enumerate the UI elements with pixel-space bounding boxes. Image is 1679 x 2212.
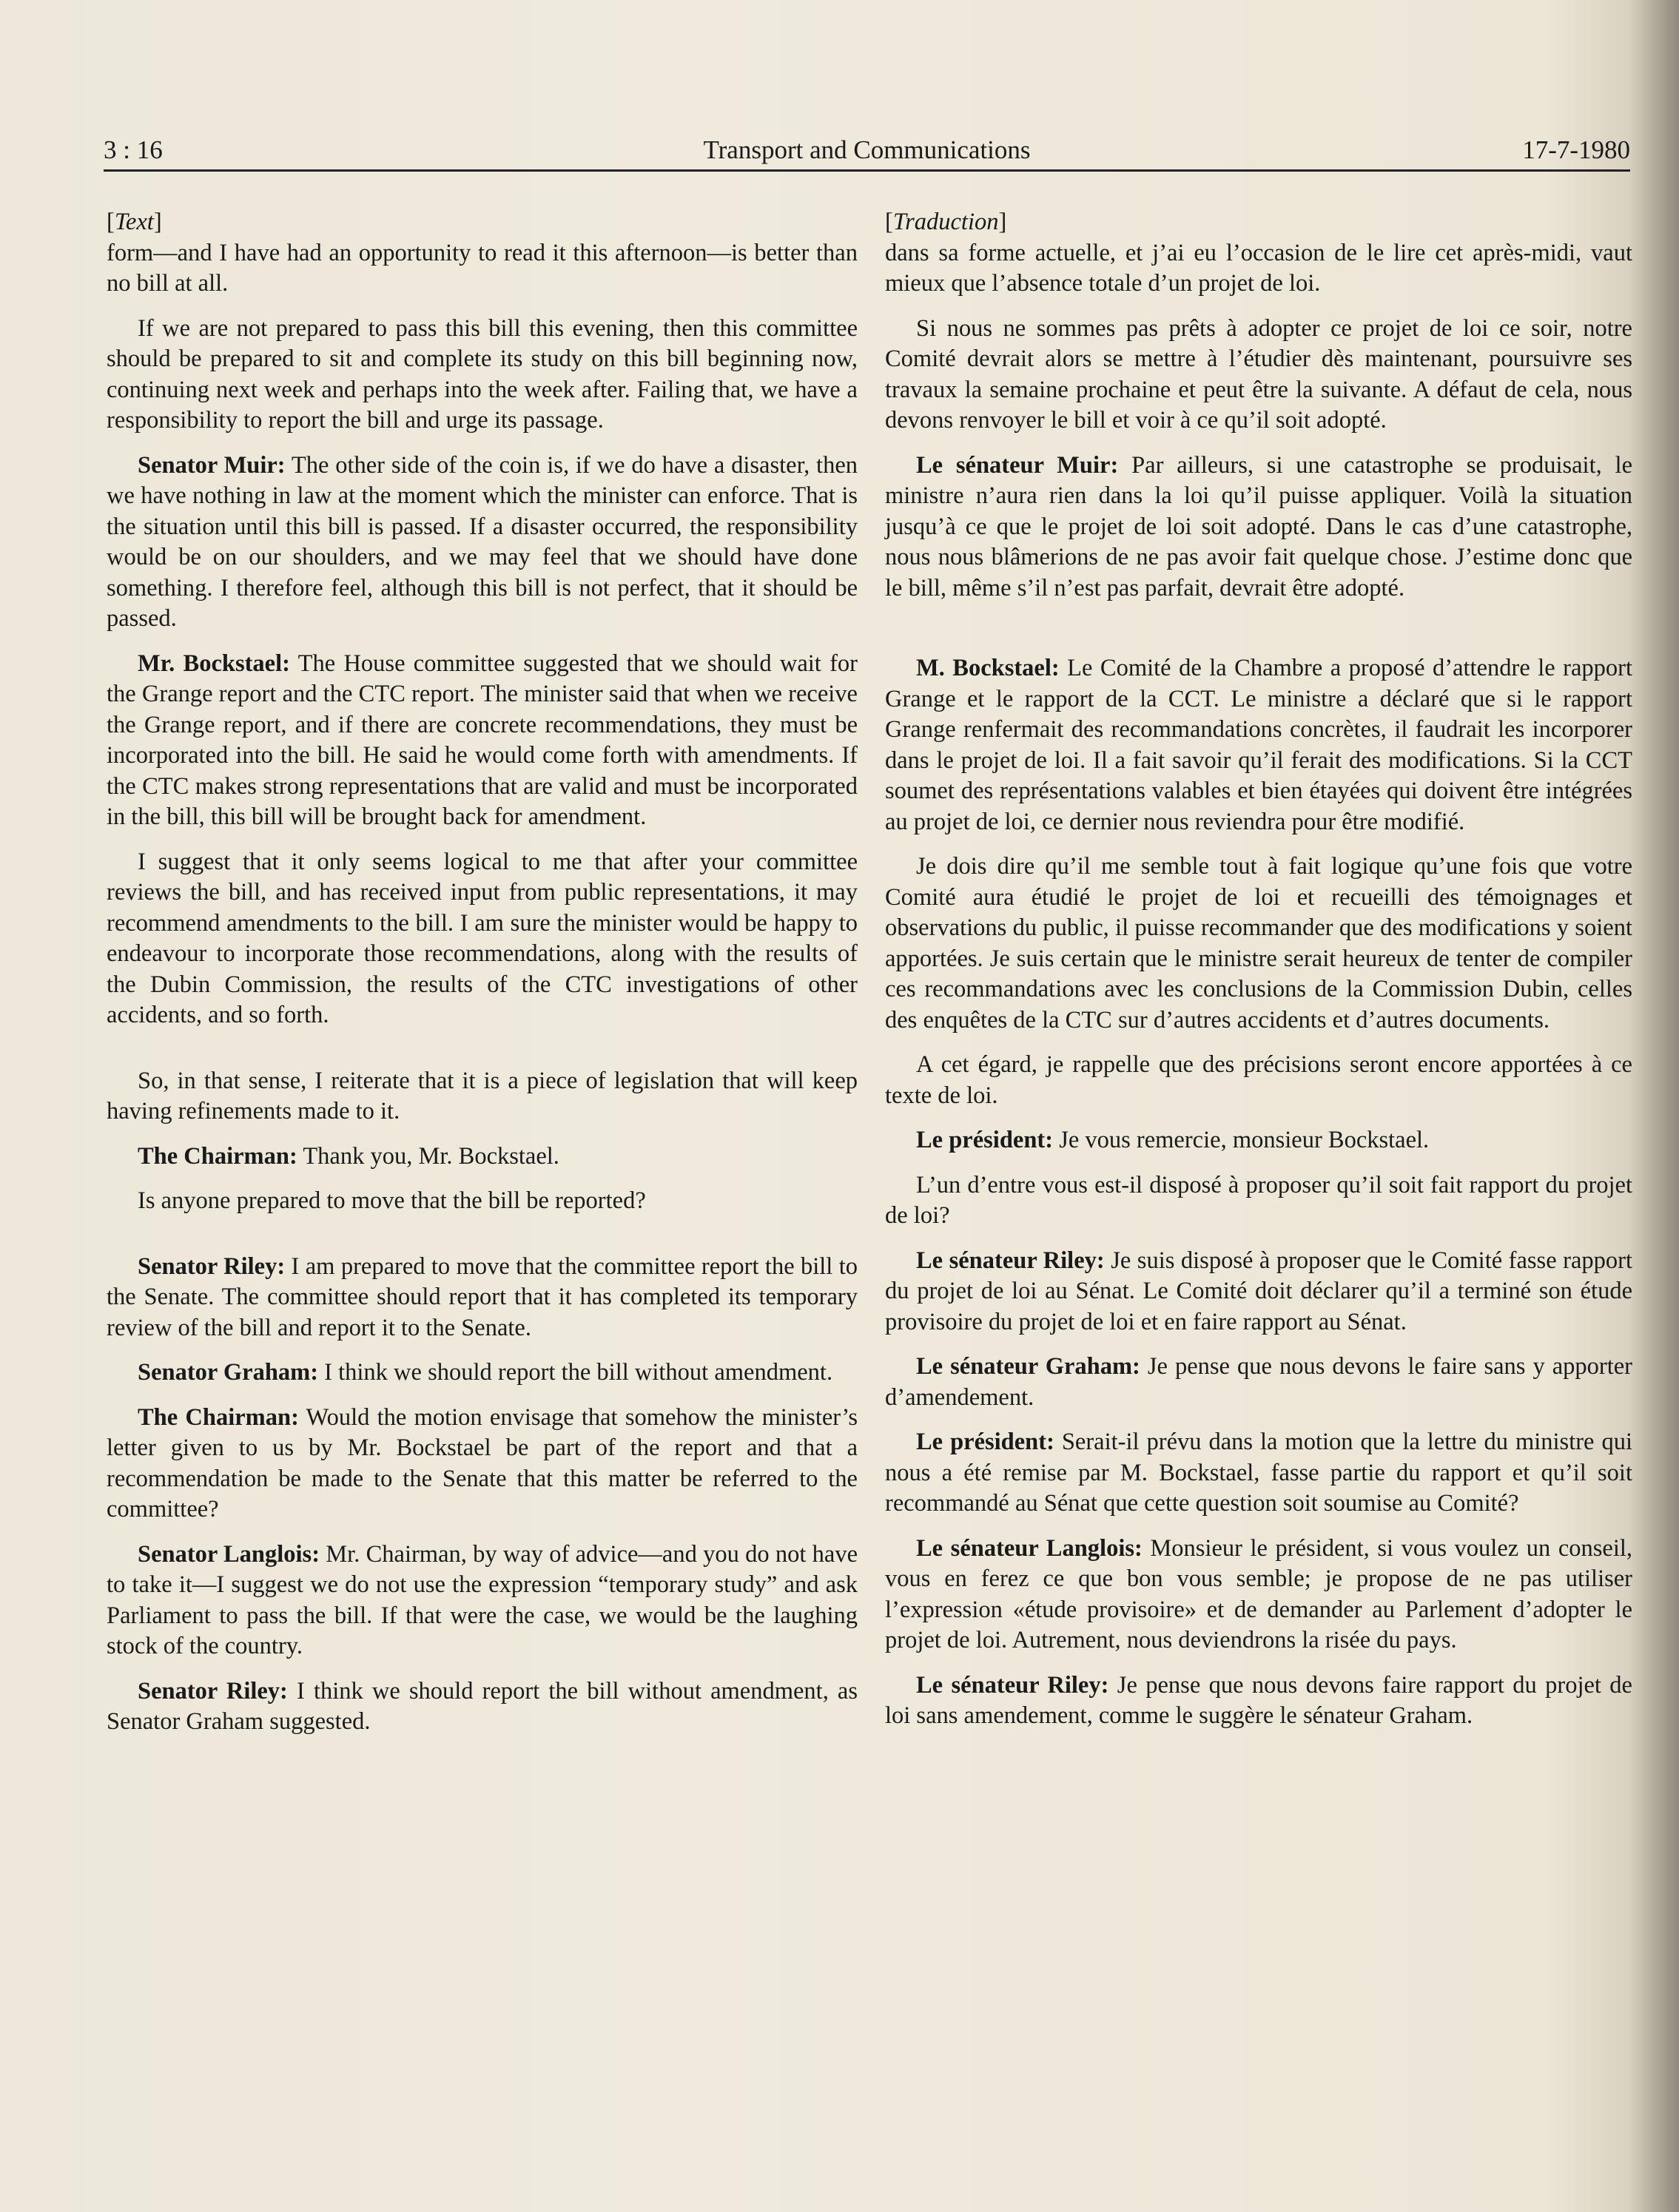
paragraph: Le président: Je vous remercie, monsieur Bockstael. bbox=[916, 1127, 1430, 1153]
speaker: Le sénateur Riley: bbox=[916, 1247, 1105, 1274]
speaker: Le sénateur Muir: bbox=[916, 451, 1119, 479]
paragraph: Senator Langlois: Mr. Chairman, by way of advice—and you do not have to take it—I suggest we do not use the expression “temporary study” and ask Parliament to pass the bill. If that were the case, we would be the laughing stock of the country. bbox=[107, 1540, 858, 1659]
paragraph: A cet égard, je rappelle que des précisions seront encore apportées à ce texte de loi. bbox=[885, 1051, 1632, 1109]
speaker: Le président: bbox=[916, 1429, 1054, 1455]
english-column bbox=[107, 207, 858, 1752]
paragraph: Le sénateur Langlois: Monsieur le président, si vous voulez un conseil, vous en ferez ce que bon vous semble; je propose de ne pas utiliser l’expression «étude provisoire» et de demander au Parlement d’adopter le projet de loi. Autrement, nous deviendrons la risée du pays. bbox=[885, 1534, 1632, 1653]
speaker: Le sénateur Langlois: bbox=[916, 1534, 1143, 1562]
paragraph: Je dois dire qu’il me semble tout à fait logique qu’une fois que votre Comité aura étudié le projet de loi et recueilli des témoignages et observations du public, il puisse recommander que des modifications y soient apportées. Je suis certain que le ministre serait heureux de tenter de compiler ces recommandations avec les conclusions de la Commission Dubin, celles des enquêtes de la CTC sur d’autres accidents et d’autres documents. bbox=[885, 853, 1632, 1033]
paragraph: I suggest that it only seems logical to me that after your committee reviews the bill, and has received input from public representations, it may recommend amendments to the bill. I am sure the minister would be happy to endeavour to incorporate those recommendations, along with the results of the Dubin Commission, the results of the CTC investigations of other accidents, and so forth. bbox=[107, 848, 858, 1028]
header-date: 17-7-1980 bbox=[1522, 135, 1630, 164]
paragraph: Le sénateur Muir: Par ailleurs, si une catastrophe se produisait, le ministre n’aura rien dans la loi qu’il puisse appliquer. Voilà la situation jusqu’à ce que le projet de loi soit adopté. Dans le cas d’une catastrophe, nous nous blâmerions de ne pas avoir fait quelque chose. J’estime donc que le bill, même s’il n’est pas parfait, devrait être adopté. bbox=[885, 451, 1632, 601]
text-marker: [Text] bbox=[107, 209, 162, 235]
page-number: 3 : 16 bbox=[104, 135, 163, 164]
paragraph: So, in that sense, I reiterate that it is a piece of legislation that will keep having refinements made to it. bbox=[107, 1067, 858, 1124]
paragraph: dans sa forme actuelle, et j’ai eu l’occasion de le lire cet après-midi, vaut mieux que l’absence totale d’un projet de loi. bbox=[885, 239, 1632, 297]
speaker: Le président: bbox=[916, 1127, 1054, 1153]
paragraph: Le sénateur Graham: Je pense que nous devons le faire sans y apporter d’amendement. bbox=[885, 1353, 1632, 1411]
speaker: Senator Muir: bbox=[138, 451, 286, 479]
traduction-marker: [Traduction] bbox=[885, 209, 1007, 235]
paragraph: If we are not prepared to pass this bill this evening, then this committee should be prepared to sit and complete its study on this bill beginning now, continuing next week and perhaps into the week after. Failing that, we have a responsibility to report the bill and urge its passage. bbox=[107, 314, 858, 434]
speaker: Le sénateur Graham: bbox=[916, 1353, 1140, 1380]
publication-title: Transport and Communications bbox=[703, 135, 1031, 164]
paragraph: Le sénateur Riley: Je suis disposé à proposer que le Comité fasse rapport du projet de loi au Sénat. Le Comité doit déclarer qu’il a terminé son étude provisoire du projet de loi et en faire rapport au Sénat. bbox=[885, 1247, 1632, 1335]
speaker: Le sénateur Riley: bbox=[916, 1671, 1109, 1699]
running-header bbox=[104, 130, 1630, 172]
paragraph: Is anyone prepared to move that the bill be reported? bbox=[138, 1187, 646, 1214]
speaker: Senator Riley: bbox=[138, 1677, 288, 1704]
speaker: The Chairman: bbox=[138, 1142, 297, 1170]
speaker: Senator Langlois: bbox=[138, 1540, 320, 1568]
paragraph: Le sénateur Riley: Je pense que nous devons faire rapport du projet de loi sans amendement, comme le suggère le sénateur Graham. bbox=[885, 1671, 1632, 1729]
speaker: Senator Riley: bbox=[138, 1252, 286, 1280]
paragraph: Senator Graham: I think we should report the bill without amendment. bbox=[138, 1359, 833, 1386]
paragraph: Le président: Serait-il prévu dans la motion que la lettre du ministre qui nous a été remise par M. Bockstael, fasse partie du rapport et qu’il soit recommandé au Sénat que cette question soit soumise au Comité? bbox=[885, 1429, 1632, 1517]
paragraph: Senator Muir: The other side of the coin is, if we do have a disaster, then we have nothing in law at the moment which the minister can enforce. That is the situation until this bill is passed. If a disaster occurred, the responsibility would be on our shoulders, and we may feel that we should have done something. I therefore feel, although this bill is not perfect, that it should be passed. bbox=[107, 451, 858, 632]
speaker: Mr. Bockstael: bbox=[138, 650, 290, 677]
french-column bbox=[885, 207, 1632, 1746]
speaker: M. Bockstael: bbox=[916, 655, 1060, 681]
paragraph: M. Bockstael: Le Comité de la Chambre a proposé d’attendre le rapport Grange et le rapport de la CCT. Le ministre a déclaré que si le rapport Grange renfermait des recommandations concrètes, il faudrait les incorporer dans le projet de loi. Il a fait savoir qu’il ferait des modifications. Si la CCT soumet des représentations valables et bien étayées qui doivent être intégrées au projet de loi, ce dernier nous reviendra pour être modifié. bbox=[885, 655, 1632, 835]
paragraph: Si nous ne sommes pas prêts à adopter ce projet de loi ce soir, notre Comité devrait alors se mettre à l’étudier dès maintenant, poursuivre ses travaux la semaine prochaine et peut être la suivante. A défaut de cela, nous devons renvoyer le bill et voir à ce qu’il soit adopté. bbox=[885, 314, 1632, 434]
paragraph: The Chairman: Would the motion envisage that somehow the minister’s letter given to us by Mr. Bockstael be part of the report and that a recommendation be made to the Senate that this matter be referred to the committee? bbox=[107, 1403, 858, 1523]
paragraph: The Chairman: Thank you, Mr. Bockstael. bbox=[138, 1142, 559, 1170]
speaker: Senator Graham: bbox=[138, 1359, 319, 1386]
paragraph: form—and I have had an opportunity to read it this afternoon—is better than no bill at all. bbox=[107, 239, 858, 297]
paragraph: Mr. Bockstael: The House committee suggested that we should wait for the Grange report and the CTC report. The minister said that when we receive the Grange report, and if there are concrete recommendations, they must be incorporated into the bill. He said he would come forth with amendments. If the CTC makes strong representations that are valid and must be incorporated in the bill, this bill will be brought back for amendment. bbox=[107, 650, 858, 830]
speaker: The Chairman: bbox=[138, 1403, 299, 1431]
paragraph: Senator Riley: I think we should report the bill without amendment, as Senator Graham suggested. bbox=[107, 1677, 858, 1735]
paragraph: L’un d’entre vous est-il disposé à proposer qu’il soit fait rapport du projet de loi? bbox=[885, 1171, 1632, 1229]
paragraph: Senator Riley: I am prepared to move that the committee report the bill to the Senate. The committee should report that it has completed its temporary review of the bill and report it to the Senate. bbox=[107, 1252, 858, 1341]
